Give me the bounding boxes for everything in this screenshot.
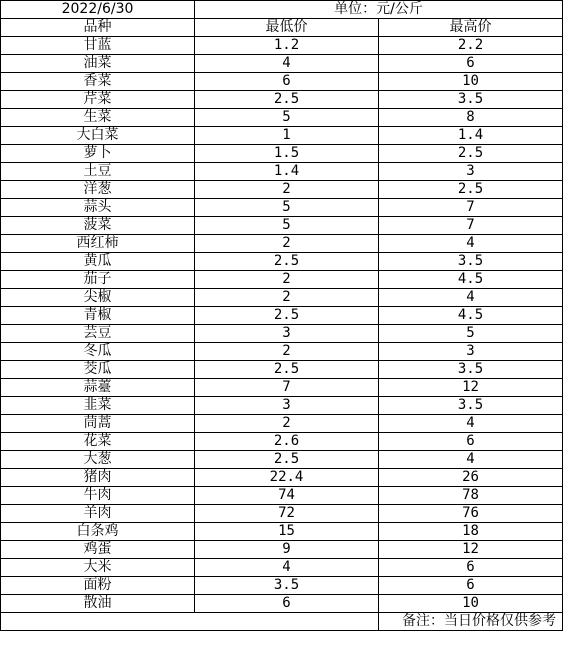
cell-name[interactable]: 西红柿 <box>1 235 195 253</box>
cell-name[interactable]: 鸡蛋 <box>1 541 195 559</box>
header-max-price[interactable]: 最高价 <box>379 19 563 37</box>
cell-max-price[interactable]: 6 <box>379 433 563 451</box>
cell-name[interactable]: 散油 <box>1 595 195 613</box>
cell-name[interactable]: 蒜头 <box>1 199 195 217</box>
cell-name[interactable]: 茭瓜 <box>1 361 195 379</box>
cell-min-price[interactable]: 72 <box>195 505 379 523</box>
cell-min-price[interactable]: 2 <box>195 289 379 307</box>
cell-name[interactable]: 土豆 <box>1 163 195 181</box>
cell-max-price[interactable]: 4 <box>379 235 563 253</box>
cell-name[interactable]: 韭菜 <box>1 397 195 415</box>
cell-min-price[interactable]: 2.5 <box>195 91 379 109</box>
table-row <box>1 541 563 559</box>
table-row <box>1 397 563 415</box>
cell-max-price[interactable]: 3.5 <box>379 397 563 415</box>
cell-name[interactable]: 生菜 <box>1 109 195 127</box>
cell-max-price[interactable]: 2.5 <box>379 181 563 199</box>
table-row <box>1 91 563 109</box>
cell-max-price[interactable]: 3.5 <box>379 253 563 271</box>
cell-min-price[interactable]: 2 <box>195 343 379 361</box>
cell-max-price[interactable]: 3 <box>379 163 563 181</box>
note-spacer <box>1 613 379 631</box>
table-row <box>1 379 563 397</box>
cell-min-price[interactable]: 4 <box>195 55 379 73</box>
cell-min-price[interactable]: 2 <box>195 181 379 199</box>
cell-max-price[interactable]: 1.4 <box>379 127 563 145</box>
cell-min-price[interactable]: 6 <box>195 595 379 613</box>
cell-min-price[interactable]: 1 <box>195 127 379 145</box>
cell-min-price[interactable]: 1.5 <box>195 145 379 163</box>
cell-name[interactable]: 花菜 <box>1 433 195 451</box>
cell-name[interactable]: 尖椒 <box>1 289 195 307</box>
cell-min-price[interactable]: 74 <box>195 487 379 505</box>
cell-name[interactable]: 大白菜 <box>1 127 195 145</box>
cell-min-price[interactable]: 5 <box>195 199 379 217</box>
cell-name[interactable]: 茄子 <box>1 271 195 289</box>
cell-max-price[interactable]: 4.5 <box>379 271 563 289</box>
table-row <box>1 505 563 523</box>
table-row <box>1 145 563 163</box>
table-row <box>1 271 563 289</box>
table-row <box>1 199 563 217</box>
cell-name[interactable]: 大米 <box>1 559 195 577</box>
table-row <box>1 307 563 325</box>
table-row <box>1 487 563 505</box>
cell-min-price[interactable]: 2 <box>195 235 379 253</box>
cell-name[interactable]: 萝卜 <box>1 145 195 163</box>
cell-max-price[interactable]: 4.5 <box>379 307 563 325</box>
cell-name[interactable]: 大葱 <box>1 451 195 469</box>
table-row <box>1 415 563 433</box>
cell-min-price[interactable]: 9 <box>195 541 379 559</box>
cell-max-price[interactable]: 4 <box>379 451 563 469</box>
cell-max-price[interactable]: 6 <box>379 55 563 73</box>
cell-min-price[interactable]: 6 <box>195 73 379 91</box>
table-row <box>1 343 563 361</box>
cell-max-price[interactable]: 10 <box>379 73 563 91</box>
cell-min-price[interactable]: 3 <box>195 325 379 343</box>
cell-name[interactable]: 油菜 <box>1 55 195 73</box>
table-row <box>1 325 563 343</box>
table-row <box>1 469 563 487</box>
cell-name[interactable]: 甘蓝 <box>1 37 195 55</box>
cell-name[interactable]: 蒜薹 <box>1 379 195 397</box>
cell-min-price[interactable]: 15 <box>195 523 379 541</box>
cell-max-price[interactable]: 2.2 <box>379 37 563 55</box>
cell-max-price[interactable]: 76 <box>379 505 563 523</box>
cell-max-price[interactable]: 7 <box>379 199 563 217</box>
cell-min-price[interactable]: 2.5 <box>195 253 379 271</box>
cell-min-price[interactable]: 2 <box>195 415 379 433</box>
cell-name[interactable]: 冬瓜 <box>1 343 195 361</box>
table-row <box>1 55 563 73</box>
table-row <box>1 595 563 613</box>
cell-min-price[interactable]: 2.5 <box>195 361 379 379</box>
note-cell[interactable]: 备注：当日价格仅供参考 <box>379 613 563 631</box>
cell-max-price[interactable]: 4 <box>379 289 563 307</box>
date-unit-row <box>1 1 563 19</box>
cell-min-price[interactable]: 2.5 <box>195 451 379 469</box>
cell-name[interactable]: 白条鸡 <box>1 523 195 541</box>
table-row <box>1 73 563 91</box>
unit-cell[interactable]: 单位：元/公斤 <box>195 1 563 19</box>
cell-min-price[interactable]: 2.6 <box>195 433 379 451</box>
cell-min-price[interactable]: 3.5 <box>195 577 379 595</box>
cell-name[interactable]: 牛肉 <box>1 487 195 505</box>
cell-max-price[interactable]: 12 <box>379 541 563 559</box>
cell-max-price[interactable]: 10 <box>379 595 563 613</box>
cell-name[interactable]: 芹菜 <box>1 91 195 109</box>
cell-max-price[interactable]: 18 <box>379 523 563 541</box>
cell-name[interactable]: 茼蒿 <box>1 415 195 433</box>
cell-max-price[interactable]: 2.5 <box>379 145 563 163</box>
table-row <box>1 235 563 253</box>
cell-name[interactable]: 羊肉 <box>1 505 195 523</box>
cell-max-price[interactable]: 6 <box>379 577 563 595</box>
cell-max-price[interactable]: 4 <box>379 415 563 433</box>
table-row <box>1 163 563 181</box>
table-row <box>1 37 563 55</box>
cell-min-price[interactable]: 4 <box>195 559 379 577</box>
cell-max-price[interactable]: 3 <box>379 343 563 361</box>
cell-min-price[interactable]: 7 <box>195 379 379 397</box>
table-row <box>1 433 563 451</box>
cell-max-price[interactable]: 3.5 <box>379 361 563 379</box>
cell-min-price[interactable]: 1.2 <box>195 37 379 55</box>
table-row <box>1 559 563 577</box>
table-row <box>1 109 563 127</box>
cell-name[interactable]: 菠菜 <box>1 217 195 235</box>
cell-name[interactable]: 香菜 <box>1 73 195 91</box>
price-table-body <box>1 1 563 631</box>
cell-min-price[interactable]: 5 <box>195 109 379 127</box>
table-row <box>1 217 563 235</box>
cell-max-price[interactable]: 7 <box>379 217 563 235</box>
cell-min-price[interactable]: 22.4 <box>195 469 379 487</box>
cell-name[interactable]: 洋葱 <box>1 181 195 199</box>
table-row <box>1 451 563 469</box>
table-row <box>1 577 563 595</box>
note-row <box>1 613 563 631</box>
cell-max-price[interactable]: 8 <box>379 109 563 127</box>
cell-name[interactable]: 猪肉 <box>1 469 195 487</box>
table-row <box>1 523 563 541</box>
cell-max-price[interactable]: 12 <box>379 379 563 397</box>
header-name[interactable]: 品种 <box>1 19 195 37</box>
cell-max-price[interactable]: 5 <box>379 325 563 343</box>
cell-name[interactable]: 黄瓜 <box>1 253 195 271</box>
cell-min-price[interactable]: 1.4 <box>195 163 379 181</box>
cell-name[interactable]: 面粉 <box>1 577 195 595</box>
date-cell[interactable]: 2022/6/30 <box>1 1 195 19</box>
table-row <box>1 181 563 199</box>
cell-min-price[interactable]: 3 <box>195 397 379 415</box>
cell-max-price[interactable]: 3.5 <box>379 91 563 109</box>
header-min-price[interactable]: 最低价 <box>195 19 379 37</box>
cell-min-price[interactable]: 5 <box>195 217 379 235</box>
table-row <box>1 253 563 271</box>
cell-min-price[interactable]: 2 <box>195 271 379 289</box>
cell-min-price[interactable]: 2.5 <box>195 307 379 325</box>
cell-max-price[interactable]: 6 <box>379 559 563 577</box>
cell-name[interactable]: 青椒 <box>1 307 195 325</box>
cell-max-price[interactable]: 26 <box>379 469 563 487</box>
table-row <box>1 289 563 307</box>
header-row <box>1 19 563 37</box>
table-row <box>1 361 563 379</box>
cell-name[interactable]: 芸豆 <box>1 325 195 343</box>
cell-max-price[interactable]: 78 <box>379 487 563 505</box>
table-row <box>1 127 563 145</box>
